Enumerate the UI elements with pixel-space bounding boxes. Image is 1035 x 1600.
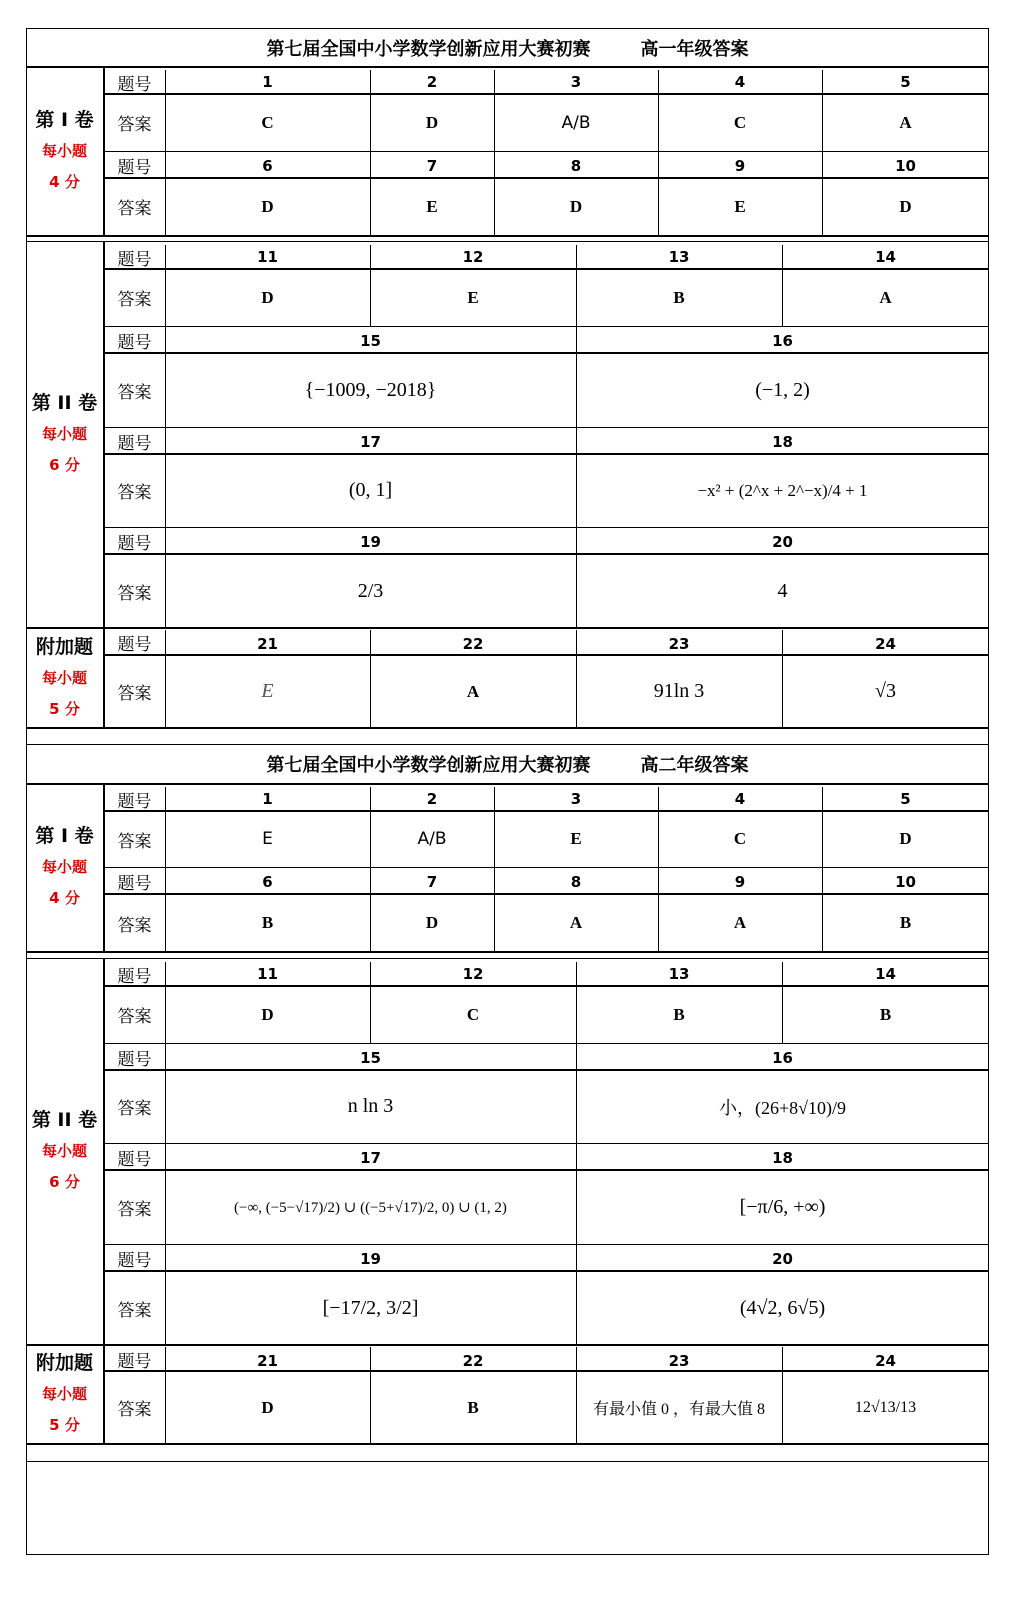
answer-cell: A: [879, 287, 892, 307]
answer-cell: √3: [875, 680, 896, 702]
question-number: 13: [668, 248, 690, 266]
answer-cell: 有最小值 0 ，有最大值 8: [592, 1401, 765, 1418]
answer-q19: 2/3: [357, 579, 384, 602]
answer-label: 答案: [117, 115, 152, 135]
points-value: 5 分: [49, 1416, 80, 1434]
question-number: 6: [262, 873, 273, 891]
question-number: 18: [772, 1149, 793, 1167]
question-number-label: 题号: [117, 249, 152, 270]
divider: [104, 867, 989, 868]
question-number: 4: [734, 790, 746, 808]
answer-label: 答案: [117, 1007, 152, 1027]
answer-label: 答案: [117, 1300, 152, 1321]
grade2-subtitle: 高二年级答案: [640, 755, 749, 776]
divider: [104, 1143, 989, 1144]
question-number: 5: [900, 73, 911, 91]
question-number-label: 题号: [117, 791, 152, 812]
answer-q20: 4: [777, 579, 788, 602]
answer-cell: D: [569, 196, 583, 216]
section-name: 第 I 卷: [35, 825, 94, 847]
question-number: 4: [734, 73, 746, 91]
grade1-bonus-label: [26, 628, 103, 728]
divider: [104, 326, 989, 327]
divider: [104, 527, 989, 528]
question-number: 3: [570, 73, 582, 91]
grade2-bonus-label: [26, 1345, 103, 1444]
question-number: 18: [772, 433, 793, 451]
question-number: 8: [570, 873, 582, 891]
section-name: 第 I 卷: [35, 108, 94, 131]
answer-cell: B: [899, 913, 912, 932]
divider: [104, 1043, 989, 1044]
question-number: 17: [360, 433, 381, 451]
question-number: 20: [772, 533, 793, 551]
answer-cell: B: [879, 1004, 892, 1024]
question-number: 21: [257, 1351, 278, 1370]
points-per-question: 每小题: [41, 1385, 87, 1403]
divider: [26, 235, 989, 237]
grade2-header: [26, 746, 989, 782]
answer-q16: 小，(26+8√10)/9: [718, 1097, 847, 1118]
answer-cell: B: [673, 1004, 685, 1024]
answer-q17: (0, 1]: [348, 479, 393, 501]
question-number: 11: [257, 965, 278, 983]
answer-q15: {−1009, −2018}: [304, 378, 437, 401]
answer-cell: A: [569, 913, 583, 932]
answer-cell: 91ln 3: [653, 680, 705, 702]
answer-q15: n ln 3: [347, 1095, 394, 1117]
question-number-label: 题号: [117, 74, 152, 95]
answer-label: 答案: [117, 915, 152, 936]
answer-cell: D: [425, 913, 439, 932]
question-number: 9: [734, 873, 746, 891]
answer-label: 答案: [117, 1400, 152, 1420]
question-number: 12: [462, 965, 484, 983]
answer-cell: E: [261, 680, 274, 702]
answer-label: 答案: [117, 290, 152, 310]
grade2-section1-label: [26, 783, 103, 952]
question-number: 10: [895, 873, 916, 891]
question-number-label: 题号: [117, 1250, 152, 1271]
question-number: 24: [875, 635, 896, 653]
question-number: 19: [360, 1250, 381, 1268]
divider: [26, 783, 989, 785]
answer-cell: E: [734, 196, 746, 216]
question-number: 23: [668, 635, 690, 653]
answer-q18: [−π/6, +∞): [739, 1195, 826, 1218]
answer-q19: [−17/2, 3/2]: [322, 1296, 419, 1319]
question-number-label: 题号: [117, 433, 152, 454]
answer-label: 答案: [117, 199, 152, 219]
points-value: 5 分: [49, 699, 80, 718]
question-number: 7: [426, 156, 438, 175]
question-number: 6: [262, 156, 273, 175]
answer-cell: B: [261, 913, 274, 932]
answer-cell: A/B: [561, 112, 591, 133]
question-number: 14: [875, 965, 896, 983]
answer-label: 答案: [117, 382, 152, 403]
question-number-label: 题号: [117, 1049, 152, 1070]
question-number: 13: [668, 965, 690, 983]
section-name: 附加题: [35, 635, 93, 658]
points-per-question: 每小题: [41, 425, 87, 443]
question-number-label: 题号: [117, 1149, 152, 1170]
question-number: 8: [570, 156, 582, 175]
question-number: 15: [360, 332, 381, 350]
grade1-title: 第七届全国中小学数学创新应用大赛初赛: [266, 39, 591, 60]
answer-label: 答案: [117, 1199, 152, 1220]
answer-cell: D: [261, 1397, 274, 1417]
answer-cell: A/B: [417, 829, 447, 849]
answer-cell: D: [261, 287, 274, 307]
answer-q16: (−1, 2): [755, 378, 810, 401]
divider: [104, 1244, 989, 1245]
question-number: 7: [426, 873, 438, 891]
question-number: 22: [462, 635, 484, 653]
question-number: 12: [462, 248, 484, 266]
grade1-subtitle: 高一年级答案: [640, 39, 749, 60]
answer-cell: A: [733, 913, 747, 932]
question-number: 23: [668, 1351, 690, 1370]
section-name: 第 II 卷: [31, 392, 98, 414]
answer-cell: B: [467, 1397, 479, 1417]
question-number: 1: [262, 73, 273, 91]
answer-cell: C: [733, 829, 747, 848]
answer-cell: D: [425, 112, 439, 132]
question-number: 5: [900, 790, 911, 808]
question-number-label: 题号: [117, 966, 152, 987]
divider: [26, 241, 989, 242]
question-number: 16: [772, 332, 793, 350]
grade2-title: 第七届全国中小学数学创新应用大赛初赛: [266, 755, 591, 776]
answer-label: 答案: [117, 831, 152, 852]
section-name: 第 II 卷: [31, 1109, 98, 1131]
question-number: 20: [772, 1250, 793, 1268]
divider: [104, 427, 989, 428]
answer-label: 答案: [117, 583, 152, 604]
grade1-header: [26, 30, 989, 66]
grade1-section2-label: [26, 241, 103, 628]
question-number: 21: [257, 635, 278, 653]
question-number-label: 题号: [117, 635, 152, 655]
answer-cell: A: [466, 681, 480, 701]
question-number: 16: [772, 1049, 793, 1067]
answer-cell: 12√13/13: [854, 1398, 917, 1416]
answer-label: 答案: [117, 483, 152, 503]
question-number-label: 题号: [117, 533, 152, 554]
question-number-label: 题号: [117, 332, 152, 353]
answer-cell: D: [899, 196, 912, 216]
answer-q17: (−∞, (−5−√17)/2) ∪ ((−5+√17)/2, 0) ∪ (1, 2): [234, 1199, 507, 1216]
question-number-label: 题号: [117, 873, 152, 894]
points-per-question: 每小题: [41, 141, 87, 160]
answer-cell: E: [426, 196, 438, 216]
answer-cell: A: [899, 112, 912, 132]
question-number: 2: [426, 73, 438, 91]
points-value: 4 分: [49, 889, 80, 907]
question-number: 9: [734, 156, 746, 175]
question-number: 10: [895, 156, 916, 175]
answer-label: 答案: [117, 1099, 152, 1119]
question-number: 1: [262, 790, 273, 808]
points-per-question: 每小题: [41, 858, 87, 876]
answer-label: 答案: [117, 684, 152, 704]
question-number: 15: [360, 1049, 381, 1067]
divider: [26, 958, 989, 959]
answer-cell: E: [262, 829, 273, 849]
grade1-section1-label: [26, 66, 103, 236]
question-number: 22: [462, 1351, 484, 1370]
question-number: 19: [360, 533, 381, 551]
points-per-question: 每小题: [41, 668, 87, 687]
answer-cell: B: [673, 287, 685, 307]
divider: [104, 151, 989, 152]
divider: [26, 1461, 989, 1462]
answer-q20: (4√2, 6√5): [739, 1296, 826, 1319]
question-number: 14: [875, 248, 896, 266]
question-number: 17: [360, 1149, 381, 1167]
answer-cell: D: [899, 829, 912, 848]
answer-cell: D: [261, 196, 274, 216]
question-number: 24: [875, 1351, 896, 1370]
answer-cell: C: [261, 112, 274, 132]
question-number-label: 题号: [117, 157, 152, 178]
points-per-question: 每小题: [41, 1142, 87, 1160]
points-value: 6 分: [49, 456, 80, 474]
section-name: 附加题: [35, 1352, 93, 1374]
divider: [26, 66, 989, 68]
divider: [26, 744, 989, 745]
answer-cell: C: [466, 1004, 480, 1024]
answer-cell: E: [467, 287, 479, 307]
answer-cell: C: [733, 112, 747, 132]
grade2-section2-label: [26, 958, 103, 1345]
question-number: 11: [257, 248, 278, 266]
answer-q18: −x² + (2^x + 2^−x)/4 + 1: [697, 480, 868, 500]
answer-cell: E: [570, 829, 582, 848]
question-number: 3: [570, 790, 582, 808]
points-value: 6 分: [49, 1173, 80, 1191]
question-number: 2: [426, 790, 438, 808]
points-value: 4 分: [49, 172, 80, 191]
question-number-label: 题号: [117, 1351, 152, 1372]
answer-cell: D: [261, 1004, 274, 1024]
